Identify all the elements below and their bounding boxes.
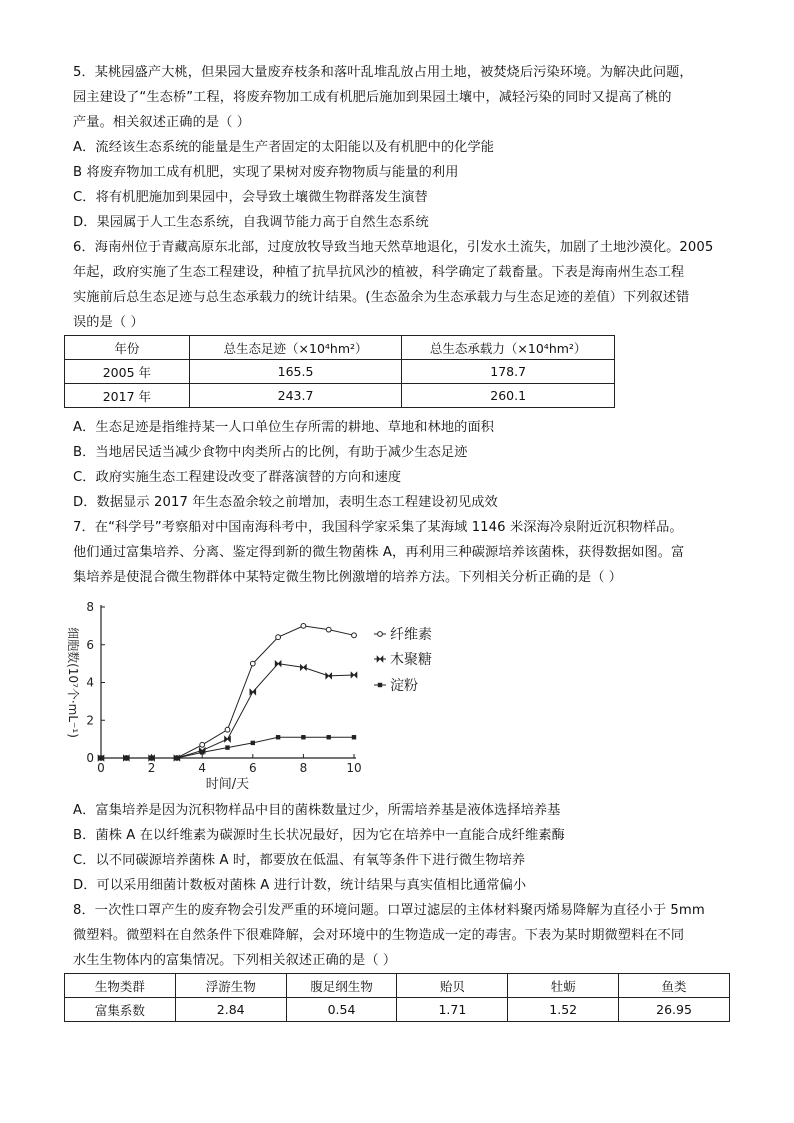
table-header-cell: 浮游生物 [175,974,286,998]
data-point [326,627,331,632]
q6-table [64,335,615,408]
table-header-cell: 腹足纲生物 [286,974,397,998]
q8-stem-line-2: 微塑料。微塑料在自然条件下很难降解，会对环境中的生物造成一定的毒害。下表为某时期微塑料在不同 [73,928,685,943]
table-header-row [65,974,730,998]
q5-stem-line-3: 产量。相关叙述正确的是（ ） [73,115,251,130]
x-tick-label: 8 [299,761,308,775]
q6-option-a: A．生态足迹是指维持某一人口单位生存所需的耕地、草地和林地的面积 [73,420,495,435]
data-point [99,756,103,760]
data-point [200,742,205,747]
data-point [352,735,356,739]
data-point [225,727,230,732]
x-tick-label: 0 [97,761,105,775]
table-cell: 26.95 [619,998,730,1022]
q8-stem-line-3: 水生生物体内的富集情况。下列相关叙述正确的是（ ） [73,953,397,968]
data-point [250,661,255,666]
data-point [225,736,231,742]
legend-marker [377,656,383,662]
table-cell: 2005 年 [65,360,190,384]
q7-option-b: B．菌株 A 在以纤维素为碳源时生长状况最好，因为它在培养中一直能合成纤维素酶 [73,828,565,843]
data-point [225,745,229,749]
y-tick-label: 4 [86,675,94,690]
q8-stem-line-1: 8．一次性口罩产生的废弃物会引发严重的环境问题。口罩过滤层的主体材料聚丙烯易降解为直径小于 5mm [73,903,705,918]
q7-option-c: C．以不同碳源培养菌株 A 时，都要放在低温、有氧等条件下进行微生物培养 [73,853,526,868]
data-point [351,672,357,678]
table-cell: 165.5 [189,360,402,384]
data-point [275,661,281,667]
table-cell: 2017 年 [65,384,190,408]
data-point [124,756,128,760]
q6-stem-line-1: 6．海南州位于青藏高原东北部，过度放牧导致当地天然草地退化，引发水土流失，加剧了土地沙漠化。2005 [73,240,714,255]
q7-stem-line-2: 他们通过富集培养、分离、鉴定得到新的微生物菌株 A，再利用三种碳源培养该菌株，获得数据如图。富 [73,545,685,560]
q5-option-d: D．果园属于人工生态系统，自我调节能力高于自然生态系统 [73,215,429,230]
q7-option-a: A．富集培养是因为沉积物样品中目的菌株数量过少，所需培养基是液体选择培养基 [73,803,561,818]
x-tick-label: 2 [147,761,156,775]
data-point [352,633,357,638]
table-cell: 178.7 [402,360,615,384]
legend-label: 纤维素 [390,627,432,643]
data-point [250,689,256,695]
table-cell: 1.71 [397,998,508,1022]
q6-stem-line-4: 误的是（ ） [73,315,144,330]
x-tick-label: 4 [198,761,207,775]
table-header-cell: 总生态足迹（×10⁴hm²） [189,336,402,360]
data-point [149,756,153,760]
data-point [327,735,331,739]
q6-stem-line-2: 年起，政府实施了生态工程建设，种植了抗旱抗风沙的植被，科学确定了载畜量。下表是海南州生态工程 [73,265,685,280]
q5-option-b: B 将废弃物加工成有机肥，实现了果树对废弃物物质与能量的利用 [73,165,459,180]
q5-stem-line-1: 5．某桃园盛产大桃，但果园大量废弃枝条和落叶乱堆乱放占用土地，被焚烧后污染环境。为解决此问题， [73,65,693,80]
table-header-cell: 总生态承载力（×10⁴hm²） [402,336,615,360]
table-cell: 260.1 [402,384,615,408]
data-point [276,635,281,640]
table-row [65,384,615,408]
data-point [251,741,255,745]
q7-stem-line-1: 7．在“科学号”考察船对中国南海科考中，我国科学家采集了某海域 1146 米深海冷泉附近沉积物样品。 [73,520,683,535]
data-point [326,673,332,679]
table-header-cell: 生物类群 [65,974,176,998]
table-header-cell: 年份 [65,336,190,360]
table-cell: 富集系数 [65,998,176,1022]
q6-stem-line-3: 实施前后总生态足迹与总生态承载力的统计结果。(生态盈余为生态承载力与生态足迹的差值）下列叙述错 [73,290,690,305]
legend-label: 淀粉 [390,678,418,694]
data-point [276,735,280,739]
y-tick-label: 6 [86,637,94,652]
legend-marker [378,683,382,687]
y-tick-label: 2 [86,713,94,728]
data-point [200,750,204,754]
table-header-row [65,336,615,360]
q5-stem-line-2: 园主建设了“生态桥”工程，将废弃物加工成有机肥后施加到果园土壤中，减轻污染的同时又提高了桃的 [73,90,672,105]
legend-label: 木聚糖 [390,652,432,668]
q7-option-d: D．可以采用细菌计数板对菌株 A 进行计数，统计结果与真实值相比通常偏小 [73,878,527,893]
x-tick-label: 10 [346,761,362,775]
x-tick-label: 6 [248,761,257,775]
table-header-cell: 鱼类 [619,974,730,998]
table-cell: 2.84 [175,998,286,1022]
data-point [175,756,179,760]
series-line-2 [101,664,354,758]
table-header-cell: 贻贝 [397,974,508,998]
q5-option-a: A．流经该生态系统的能量是生产者固定的太阳能以及有机肥中的化学能 [73,140,495,155]
table-row [65,998,730,1022]
table-cell: 1.52 [508,998,619,1022]
q8-table [64,973,730,1022]
data-point [301,623,306,628]
q6-option-b: B．当地居民适当减少食物中肉类所占的比例，有助于减少生态足迹 [73,445,468,460]
q6-option-d: D．数据显示 2017 年生态盈余较之前增加，表明生态工程建设初见成效 [73,495,498,510]
q5-option-c: C．将有机肥施加到果园中，会导致土壤微生物群落发生演替 [73,190,428,205]
table-cell: 0.54 [286,998,397,1022]
data-point [301,735,305,739]
legend-marker [378,632,383,637]
data-point [300,664,306,670]
table-cell: 243.7 [189,384,402,408]
y-tick-label: 0 [86,751,94,765]
x-axis-label: 时间/天 [205,777,250,792]
table-row [65,360,615,384]
y-tick-label: 8 [86,600,94,614]
table-header-cell: 牡蛎 [508,974,619,998]
q6-option-c: C．政府实施生态工程建设改变了群落演替的方向和速度 [73,470,402,485]
q7-stem-line-3: 集培养是使混合微生物群体中某特定微生物比例激增的培养方法。下列相关分析正确的是（ ） [73,570,623,585]
y-axis-label: 细胞数(10⁷个·mL⁻¹) [66,627,80,738]
cell-growth-chart [60,596,460,796]
